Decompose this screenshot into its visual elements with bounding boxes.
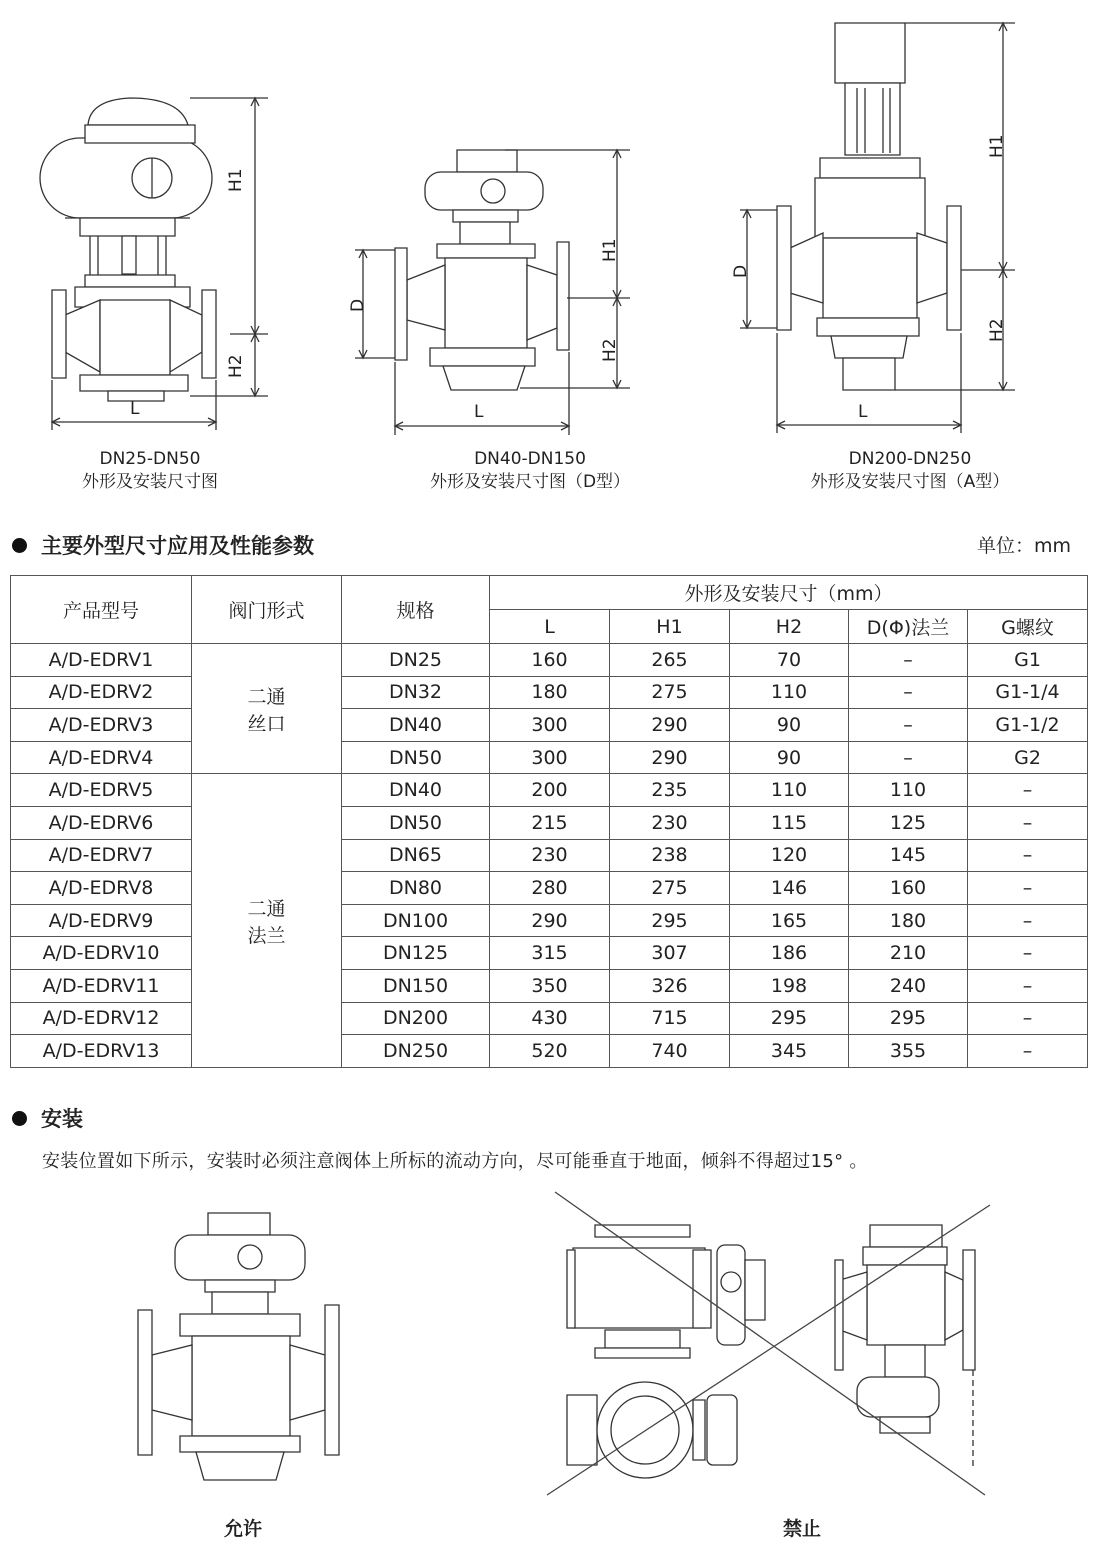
- table-row: [11, 1035, 1088, 1068]
- cell-spec: DN50: [342, 806, 490, 839]
- fig3-caption-text: 外形及安装尺寸图（A型）: [810, 472, 1010, 492]
- cell-d-flange: 125: [849, 806, 968, 839]
- cell-valve-type: [192, 644, 342, 774]
- fig1-model-range: DN25-DN50: [99, 449, 201, 469]
- table-row: [11, 644, 1088, 677]
- figure-dn200-dn250-caption: [780, 448, 1040, 494]
- table-row: [11, 1002, 1088, 1035]
- cell-spec: DN80: [342, 872, 490, 905]
- fig2-d-label: D: [348, 298, 368, 312]
- valve-type-line2: 丝口: [247, 712, 286, 735]
- cell-h2: 90: [730, 709, 849, 742]
- install-forbidden-label: 禁止: [783, 1518, 822, 1540]
- cell-h2: 345: [730, 1035, 849, 1068]
- table-row: [11, 709, 1088, 742]
- cell-d-flange: –: [849, 709, 968, 742]
- cell-h2: 90: [730, 741, 849, 774]
- cell-g-thread: –: [968, 839, 1088, 872]
- table-row: [11, 839, 1088, 872]
- cell-h1: 295: [610, 904, 730, 937]
- cell-spec: DN50: [342, 741, 490, 774]
- fig2-h1-label: H1: [600, 238, 620, 262]
- cell-g-thread: –: [968, 937, 1088, 970]
- section-install-title-text: 安装: [41, 1107, 83, 1131]
- cell-model: A/D-EDRV2: [11, 676, 192, 709]
- cell-h2: 110: [730, 676, 849, 709]
- cell-spec: DN150: [342, 969, 490, 1002]
- cell-h1: 290: [610, 709, 730, 742]
- cell-h1: 265: [610, 644, 730, 677]
- cell-l: 520: [490, 1035, 610, 1068]
- table-row: [11, 741, 1088, 774]
- fig3-l-label: L: [858, 402, 868, 422]
- cell-model: A/D-EDRV11: [11, 969, 192, 1002]
- cell-spec: DN25: [342, 644, 490, 677]
- cell-model: A/D-EDRV10: [11, 937, 192, 970]
- table-row: [11, 937, 1088, 970]
- cell-d-flange: 160: [849, 872, 968, 905]
- cell-h2: 120: [730, 839, 849, 872]
- cell-d-flange: 210: [849, 937, 968, 970]
- cell-g-thread: G1: [968, 644, 1088, 677]
- cell-g-thread: G1-1/4: [968, 676, 1088, 709]
- cell-h1: 326: [610, 969, 730, 1002]
- cell-model: A/D-EDRV7: [11, 839, 192, 872]
- cell-h1: 230: [610, 806, 730, 839]
- cell-spec: DN65: [342, 839, 490, 872]
- cell-spec: DN40: [342, 774, 490, 807]
- cell-d-flange: 295: [849, 1002, 968, 1035]
- cell-l: 215: [490, 806, 610, 839]
- cell-g-thread: –: [968, 1035, 1088, 1068]
- table-row: [11, 774, 1088, 807]
- cell-l: 280: [490, 872, 610, 905]
- cell-h1: 238: [610, 839, 730, 872]
- cell-valve-type: [192, 774, 342, 1067]
- cell-spec: DN200: [342, 1002, 490, 1035]
- fig1-h2-label: H2: [226, 354, 246, 378]
- fig1-l-label: L: [130, 399, 140, 419]
- cell-model: A/D-EDRV1: [11, 644, 192, 677]
- cell-h1: 235: [610, 774, 730, 807]
- col-header-l: L: [490, 610, 610, 644]
- fig2-caption-text: 外形及安装尺寸图（D型）: [429, 472, 631, 492]
- valve-type-line1: 二通: [247, 685, 286, 708]
- figure-dn200-dn250-drawing: [735, 18, 1025, 438]
- cell-d-flange: 145: [849, 839, 968, 872]
- fig2-h2-label: H2: [600, 338, 620, 362]
- fig1-caption-text: 外形及安装尺寸图: [82, 472, 218, 492]
- table-row: [11, 904, 1088, 937]
- cell-l: 230: [490, 839, 610, 872]
- cell-d-flange: 355: [849, 1035, 968, 1068]
- cell-d-flange: –: [849, 741, 968, 774]
- cell-h1: 275: [610, 676, 730, 709]
- table-row: [11, 969, 1088, 1002]
- cell-l: 300: [490, 709, 610, 742]
- cell-l: 430: [490, 1002, 610, 1035]
- fig2-model-range: DN40-DN150: [474, 449, 586, 469]
- install-allowed-drawing: [130, 1205, 350, 1495]
- cell-spec: DN40: [342, 709, 490, 742]
- col-header-h1: H1: [610, 610, 730, 644]
- cell-l: 290: [490, 904, 610, 937]
- fig3-h1-label: H1: [987, 134, 1007, 158]
- cell-g-thread: –: [968, 774, 1088, 807]
- cell-l: 300: [490, 741, 610, 774]
- install-allowed-label: 允许: [224, 1518, 263, 1540]
- figure-dn25-dn50-caption: [40, 448, 260, 494]
- section-bullet-icon: [12, 1111, 27, 1126]
- cell-model: A/D-EDRV13: [11, 1035, 192, 1068]
- cell-spec: DN32: [342, 676, 490, 709]
- col-header-dims-group: 外形及安装尺寸（mm）: [490, 576, 1088, 610]
- cell-h2: 146: [730, 872, 849, 905]
- figure-dn40-dn150-drawing: [345, 140, 645, 440]
- fig3-h2-label: H2: [987, 318, 1007, 342]
- unit-label: 单位：mm: [977, 535, 1072, 557]
- cell-model: A/D-EDRV4: [11, 741, 192, 774]
- col-header-d-flange: D(Φ)法兰: [849, 610, 968, 644]
- cell-h2: 198: [730, 969, 849, 1002]
- cell-l: 350: [490, 969, 610, 1002]
- section-bullet-icon: [12, 538, 27, 553]
- fig1-h1-label: H1: [226, 168, 246, 192]
- cell-h1: 275: [610, 872, 730, 905]
- cell-model: A/D-EDRV6: [11, 806, 192, 839]
- install-note: 安装位置如下所示，安装时必须注意阀体上所标的流动方向，尽可能垂直于地面，倾斜不得超过15° 。: [42, 1151, 868, 1172]
- col-header-spec: 规格: [342, 576, 490, 644]
- section-dimensions-title: [12, 530, 314, 560]
- figure-dn40-dn150-caption: [400, 448, 660, 494]
- cell-h2: 165: [730, 904, 849, 937]
- cell-model: A/D-EDRV12: [11, 1002, 192, 1035]
- cell-g-thread: –: [968, 969, 1088, 1002]
- cell-h2: 115: [730, 806, 849, 839]
- cell-g-thread: –: [968, 904, 1088, 937]
- cell-model: A/D-EDRV3: [11, 709, 192, 742]
- cell-h2: 70: [730, 644, 849, 677]
- cell-g-thread: –: [968, 1002, 1088, 1035]
- cell-h2: 110: [730, 774, 849, 807]
- cell-l: 200: [490, 774, 610, 807]
- cell-g-thread: G2: [968, 741, 1088, 774]
- figure-dn25-dn50-drawing: [30, 90, 290, 435]
- col-header-g-thread: G螺纹: [968, 610, 1088, 644]
- cell-d-flange: 180: [849, 904, 968, 937]
- cell-d-flange: –: [849, 676, 968, 709]
- cell-model: A/D-EDRV5: [11, 774, 192, 807]
- cell-h1: 290: [610, 741, 730, 774]
- cell-d-flange: –: [849, 644, 968, 677]
- table-row: [11, 806, 1088, 839]
- fig3-d-label: D: [731, 264, 751, 278]
- dimensions-table: [10, 575, 1088, 1068]
- section-install-title: [12, 1103, 83, 1133]
- fig3-model-range: DN200-DN250: [848, 449, 972, 469]
- col-header-valve-type: 阀门形式: [192, 576, 342, 644]
- cell-model: A/D-EDRV8: [11, 872, 192, 905]
- valve-type-line1: 二通: [247, 897, 286, 920]
- cell-model: A/D-EDRV9: [11, 904, 192, 937]
- cell-h2: 295: [730, 1002, 849, 1035]
- cell-spec: DN100: [342, 904, 490, 937]
- cell-l: 160: [490, 644, 610, 677]
- col-header-h2: H2: [730, 610, 849, 644]
- cell-h1: 715: [610, 1002, 730, 1035]
- cell-g-thread: –: [968, 806, 1088, 839]
- cell-g-thread: G1-1/2: [968, 709, 1088, 742]
- cell-spec: DN250: [342, 1035, 490, 1068]
- cell-d-flange: 240: [849, 969, 968, 1002]
- cell-g-thread: –: [968, 872, 1088, 905]
- cell-l: 180: [490, 676, 610, 709]
- valve-type-line2: 法兰: [247, 924, 286, 947]
- cell-h2: 186: [730, 937, 849, 970]
- cell-h1: 740: [610, 1035, 730, 1068]
- section-dimensions-title-text: 主要外型尺寸应用及性能参数: [41, 534, 314, 558]
- install-forbidden-drawing: [545, 1190, 995, 1500]
- cell-l: 315: [490, 937, 610, 970]
- table-row: [11, 872, 1088, 905]
- cell-d-flange: 110: [849, 774, 968, 807]
- cell-spec: DN125: [342, 937, 490, 970]
- fig2-l-label: L: [474, 402, 484, 422]
- table-row: [11, 676, 1088, 709]
- col-header-model: 产品型号: [11, 576, 192, 644]
- cell-h1: 307: [610, 937, 730, 970]
